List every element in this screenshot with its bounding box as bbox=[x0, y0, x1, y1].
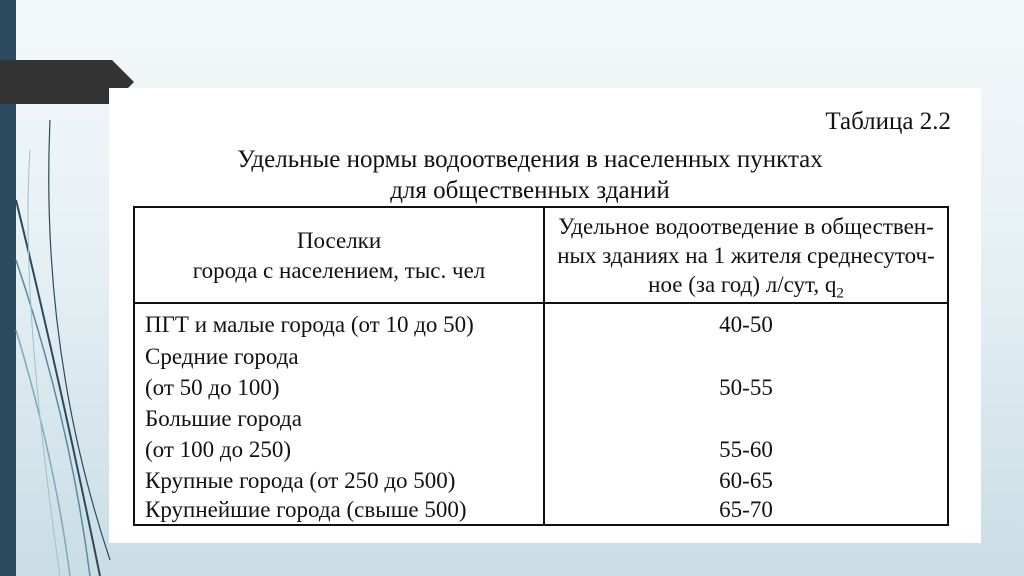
column-header-drainage bbox=[545, 212, 947, 309]
table-title bbox=[109, 144, 951, 206]
scanned-table-sheet bbox=[109, 88, 981, 543]
row-value: 60-65 bbox=[719, 468, 773, 493]
row-value: 50-55 bbox=[719, 375, 773, 400]
table-number: Таблица 2.2 bbox=[825, 108, 951, 135]
column-header-line: ных зданиях на 1 жителя среднесуточ- bbox=[557, 243, 935, 268]
row-category: (от 50 до 100) bbox=[145, 375, 280, 400]
row-category: Большие города bbox=[145, 406, 302, 431]
column-header-line: города с населением, тыс. чел bbox=[192, 258, 486, 283]
row-value: 65-70 bbox=[719, 497, 773, 522]
row-value: 55-60 bbox=[719, 437, 773, 462]
column-header-settlements bbox=[135, 226, 543, 286]
table-title-line: для общественных зданий bbox=[390, 177, 670, 204]
row-value: 40-50 bbox=[719, 312, 773, 337]
column-header-line bbox=[545, 270, 947, 309]
norms-table bbox=[133, 206, 949, 526]
row-category: ПГТ и малые города (от 10 до 50) bbox=[145, 312, 474, 337]
column-header-line: Удельное водоотведение в обществен- bbox=[558, 214, 934, 239]
column-header-line: Поселки bbox=[296, 228, 382, 253]
q-subscript: 2 bbox=[836, 285, 844, 302]
row-category: Средние города bbox=[145, 344, 299, 369]
table-title-line: Удельные нормы водоотведения в населенных пунктах bbox=[237, 146, 823, 173]
row-category: Крупные города (от 250 до 500) bbox=[145, 468, 456, 493]
row-category: Крупнейшие города (свыше 500) bbox=[145, 497, 467, 522]
row-category: (от 100 до 250) bbox=[145, 437, 292, 462]
column-header-text: ное (за год) л/сут, q bbox=[648, 272, 837, 297]
